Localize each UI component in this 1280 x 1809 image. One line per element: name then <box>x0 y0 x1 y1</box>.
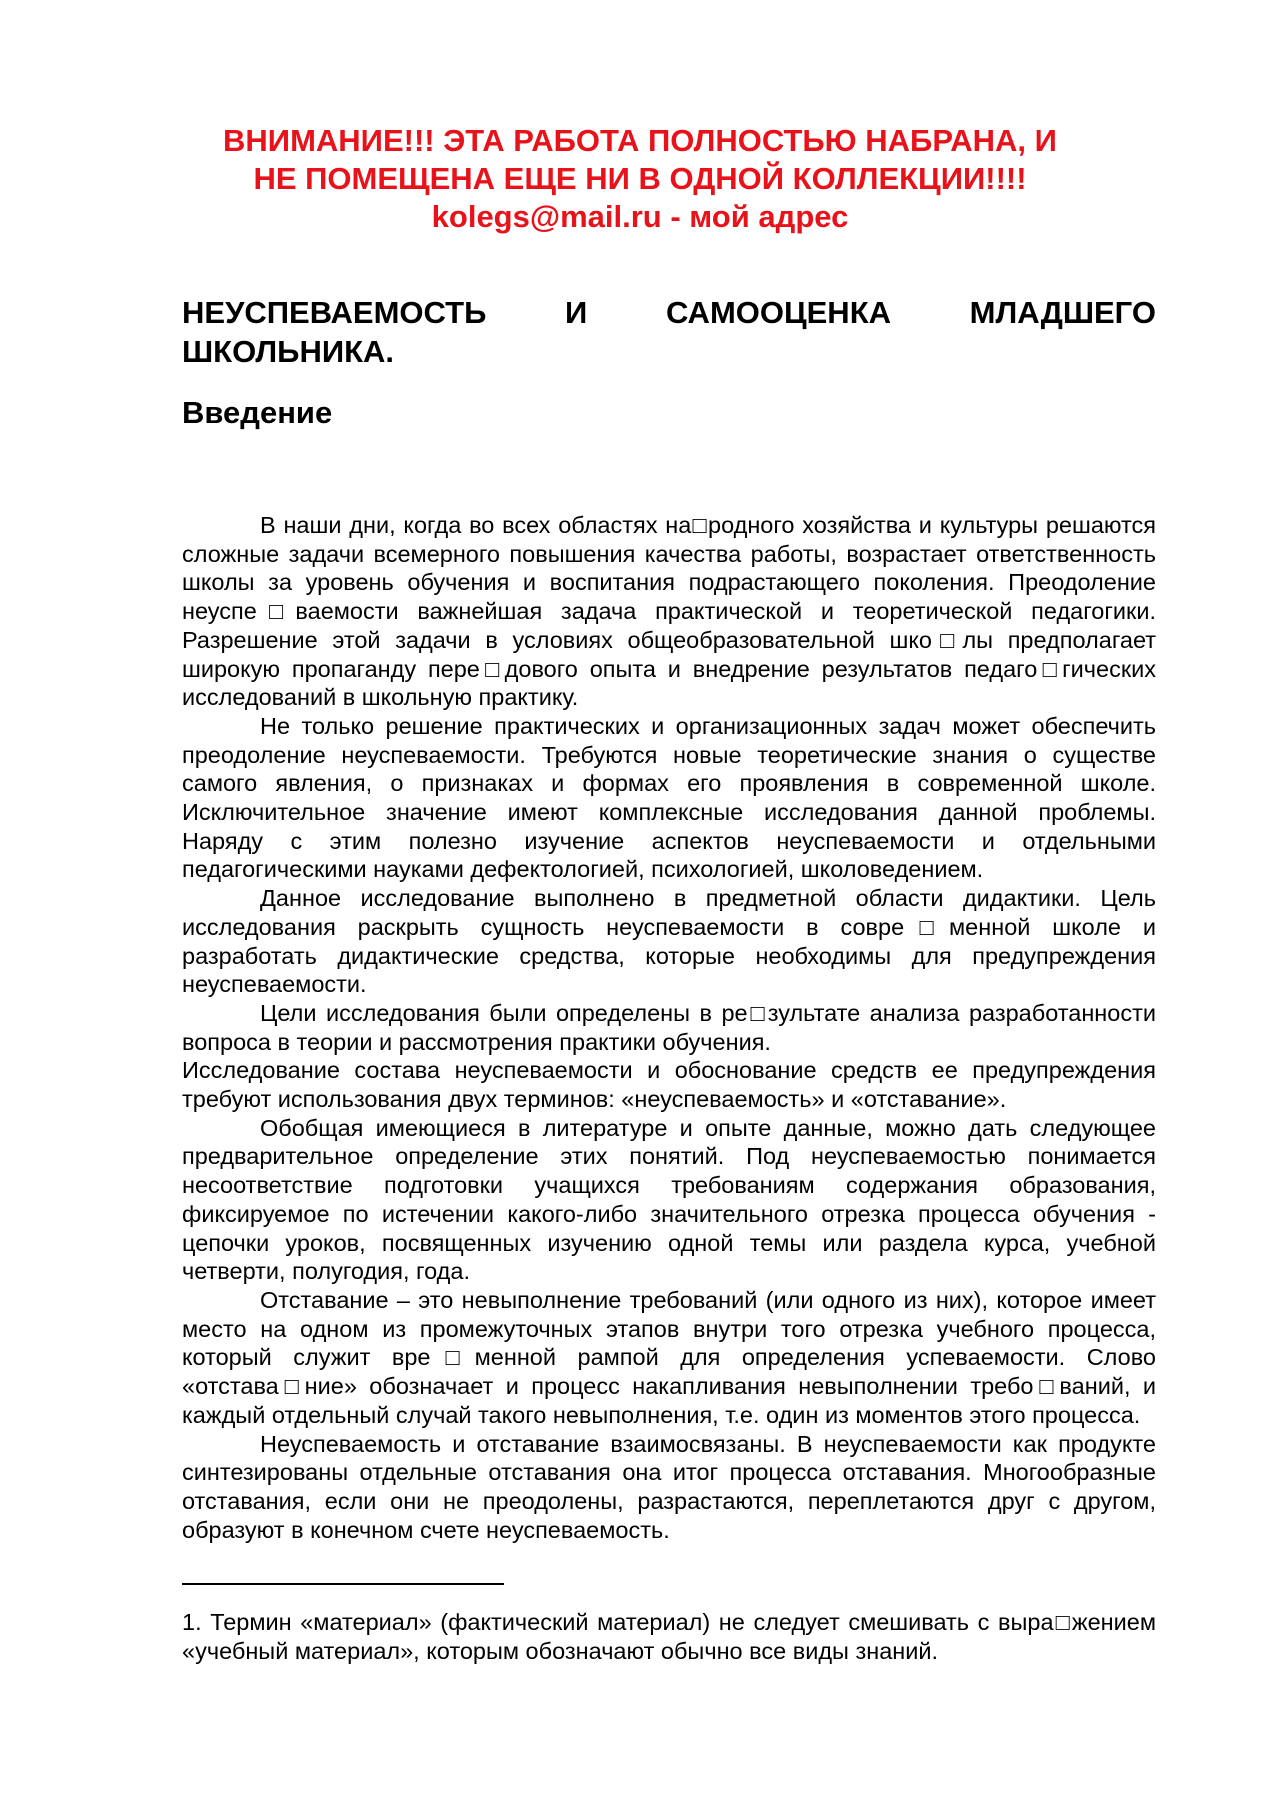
section-heading: Введение <box>182 395 333 430</box>
footnote-divider <box>182 1583 504 1585</box>
title-word: САМООЦЕНКА <box>665 295 892 330</box>
title-word: И <box>565 295 588 330</box>
paragraph: В наши дни, когда во всех областях на□родного хозяйства и культуры решаются сложные задачи всемерного повышения качества работы, возрастает ответственность школы за уровень обучения и воспитания подрастающего поколения. Преодоление неуспе□ваемости важнейшая задача практической и теоретической педагогики. Разрешение этой задачи в условиях общеобразовательной шко□лы предполагает широкую пропаганду пере□дового опыта и внедрение результатов педаго□гических исследований в школьную практику. <box>182 512 1156 711</box>
paragraph: Неуспеваемость и отставание взаимосвязаны. В неуспеваемости как продукте синтезированы отдельные отставания она итог процесса отставания. Многообразные отставания, если они не преодолены, разрастаются, переплетаются друг с другом, образуют в конечном счете неуспеваемость. <box>182 1430 1156 1543</box>
title-line-1 <box>182 293 1156 332</box>
notice-line-2: НЕ ПОМЕЩЕНА ЕЩЕ НИ В ОДНОЙ КОЛЛЕКЦИИ!!!! <box>253 161 1027 196</box>
paragraph: Данное исследование выполнено в предметной области дидактики. Цель исследования раскрыть сущность неуспеваемости в совре□менной школе и разработать дидактические средства, которые необходимы для предупреждения неуспеваемости. <box>182 885 1156 998</box>
title-word: МЛАДШЕГО <box>969 295 1156 330</box>
title-word: НЕУСПЕВАЕМОСТЬ <box>182 295 487 330</box>
notice-banner <box>182 122 1098 236</box>
title-line-2: ШКОЛЬНИКА. <box>182 334 395 369</box>
paragraph: Обобщая имеющиеся в литературе и опыте данные, можно дать следующее предварительное определение этих понятий. Под неуспеваемостью понимается несоответствие подготовки учащихся требованиям содержания образования, фиксируемое по истечении какого-либо значительного отрезка процесса обучения - цепочки уроков, посвященных изучению одной темы или раздела курса, учебной четверти, полугодия, года. <box>182 1114 1156 1285</box>
paragraph: Отставание – это невыполнение требований (или одного из них), которое имеет место на одном из промежуточных этапов внутри того отрезка учебного процесса, который служит вре□менной рампой для определения успеваемости. Слово «отстава□ние» обозначает и процесс накапливания невыполнении требо□ваний, и каждый отдельный случай такого невыполнения, т.е. один из моментов этого процесса. <box>182 1286 1156 1428</box>
notice-email-line: kolegs@mail.ru - мой адрес <box>431 199 849 234</box>
document-title <box>182 293 1156 371</box>
footnote: 1. Термин «материал» (фактический материал) не следует смешивать с выра□жением «учебный материал», которым обозначают обычно все виды знаний. <box>182 1609 1156 1664</box>
body-text <box>182 511 1156 1544</box>
notice-line-1: ВНИМАНИЕ!!! ЭТА РАБОТА ПОЛНОСТЬЮ НАБРАНА, И <box>223 123 1057 158</box>
paragraph: Не только решение практических и организационных задач может обеспечить преодоление неуспеваемости. Требуются новые теоретические знания о существе самого явления, о признаках и формах его проявления в современной школе. Исключительное значение имеют комплексные исследования данной проблемы. Наряду с этим полезно изучение аспектов неуспеваемости и отдельными педагогическими науками дефектологией, психологией, школоведением. <box>182 712 1156 883</box>
paragraph: Исследование состава неуспеваемости и обоснование средств ее предупреждения требуют использования двух терминов: «неуспеваемость» и «отставание». <box>182 1057 1156 1113</box>
paragraph: Цели исследования были определены в ре□зультате анализа разработанности вопроса в теории и рассмотрения практики обучения. <box>182 999 1156 1055</box>
